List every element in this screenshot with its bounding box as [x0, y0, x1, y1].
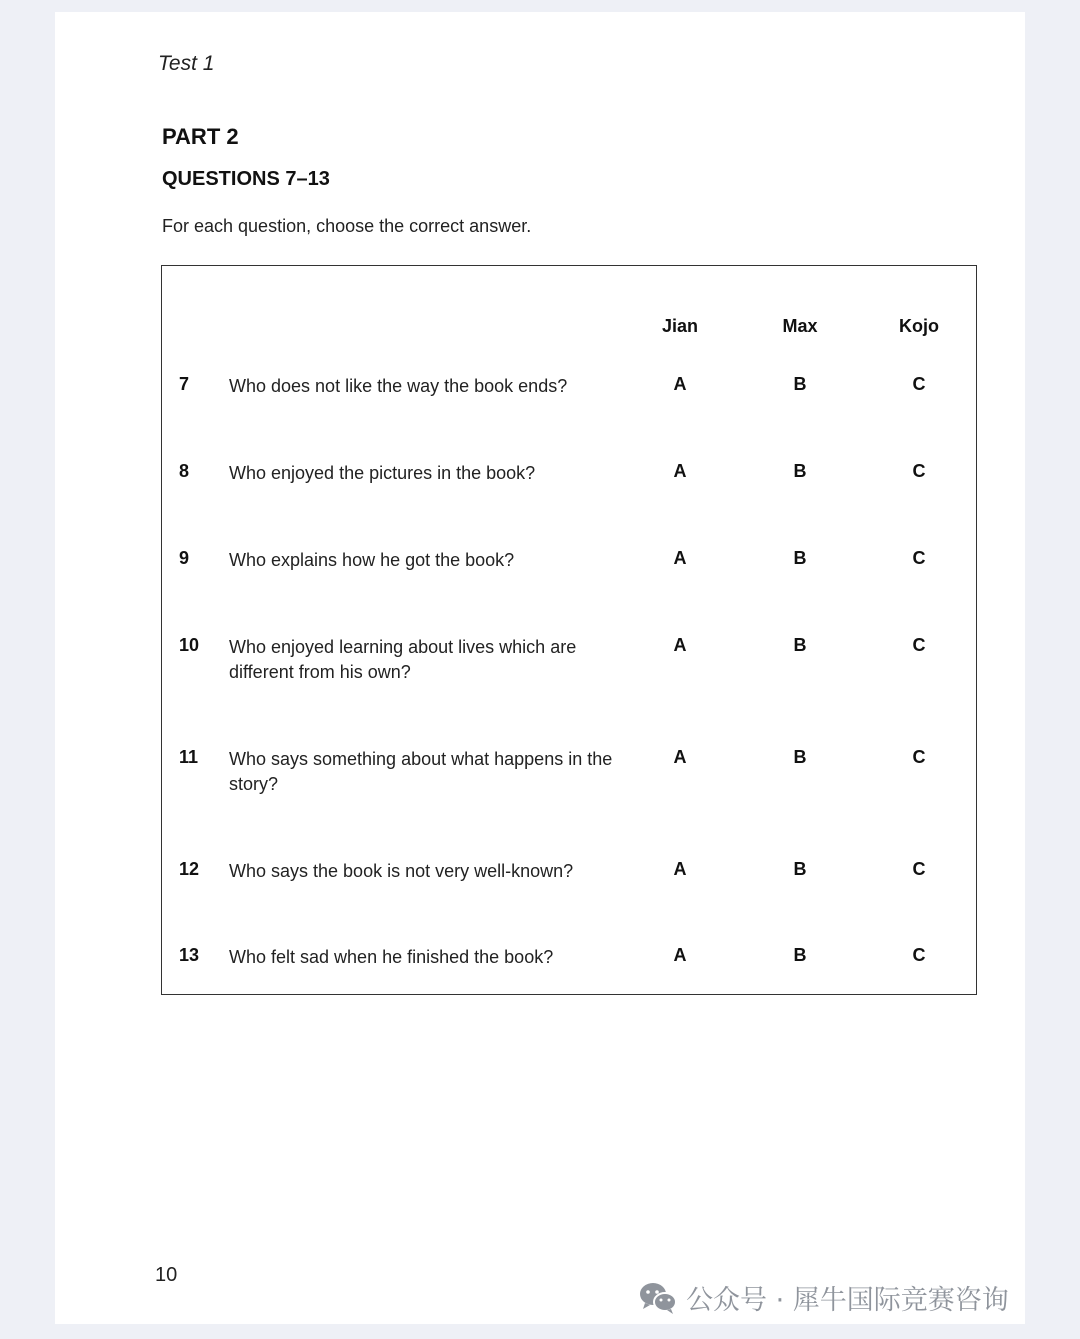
question-number: 10	[179, 635, 200, 655]
column-header-jian: Jian	[661, 316, 699, 336]
document-page	[55, 12, 1025, 1324]
question-row-7	[162, 374, 976, 434]
option-c[interactable]: C	[912, 635, 926, 655]
option-a[interactable]: A	[673, 374, 687, 394]
question-number: 13	[179, 945, 200, 965]
questions-title: QUESTIONS 7–13	[162, 168, 330, 190]
question-row-13	[162, 945, 976, 1005]
option-b[interactable]: B	[793, 747, 807, 767]
option-c[interactable]: C	[912, 548, 926, 568]
option-c[interactable]: C	[912, 461, 926, 481]
question-number: 9	[179, 548, 190, 568]
option-c[interactable]: C	[912, 945, 926, 965]
watermark-text: 公众号 · 犀牛国际竞赛咨询	[686, 1285, 1009, 1316]
test-label: Test 1	[158, 52, 215, 75]
option-c[interactable]: C	[912, 374, 926, 394]
watermark	[638, 1278, 1009, 1317]
part-title: PART 2	[162, 124, 239, 149]
option-b[interactable]: B	[793, 945, 807, 965]
option-a[interactable]: A	[673, 635, 687, 655]
question-text: Who does not like the way the book ends?	[229, 376, 568, 396]
wechat-icon	[638, 1280, 678, 1316]
question-text: Who says the book is not very well-known?	[229, 861, 574, 881]
option-a[interactable]: A	[673, 747, 687, 767]
option-b[interactable]: B	[793, 461, 807, 481]
option-c[interactable]: C	[912, 859, 926, 879]
question-text: Who felt sad when he finished the book?	[229, 947, 554, 967]
question-row-12	[162, 859, 976, 919]
question-number: 8	[179, 461, 190, 481]
page-number: 10	[155, 1264, 178, 1286]
option-c[interactable]: C	[912, 747, 926, 767]
question-text: Who explains how he got the book?	[229, 550, 515, 570]
question-text: Who says something about what happens in the story?	[229, 749, 613, 794]
instruction-text: For each question, choose the correct answer.	[162, 216, 532, 236]
question-row-8	[162, 461, 976, 521]
option-b[interactable]: B	[793, 635, 807, 655]
question-table	[161, 265, 977, 995]
option-b[interactable]: B	[793, 548, 807, 568]
question-number: 7	[179, 374, 190, 394]
option-a[interactable]: A	[673, 461, 687, 481]
option-b[interactable]: B	[793, 374, 807, 394]
option-a[interactable]: A	[673, 859, 687, 879]
question-row-11	[162, 747, 976, 807]
option-a[interactable]: A	[673, 548, 687, 568]
question-text: Who enjoyed the pictures in the book?	[229, 463, 536, 483]
question-number: 11	[179, 747, 199, 767]
option-a[interactable]: A	[673, 945, 687, 965]
column-header-max: Max	[782, 316, 818, 336]
question-row-10	[162, 635, 976, 695]
question-text: Who enjoyed learning about lives which are different from his own?	[229, 637, 577, 682]
question-number: 12	[179, 859, 200, 879]
column-header-kojo: Kojo	[899, 316, 939, 336]
question-row-9	[162, 548, 976, 608]
option-b[interactable]: B	[793, 859, 807, 879]
